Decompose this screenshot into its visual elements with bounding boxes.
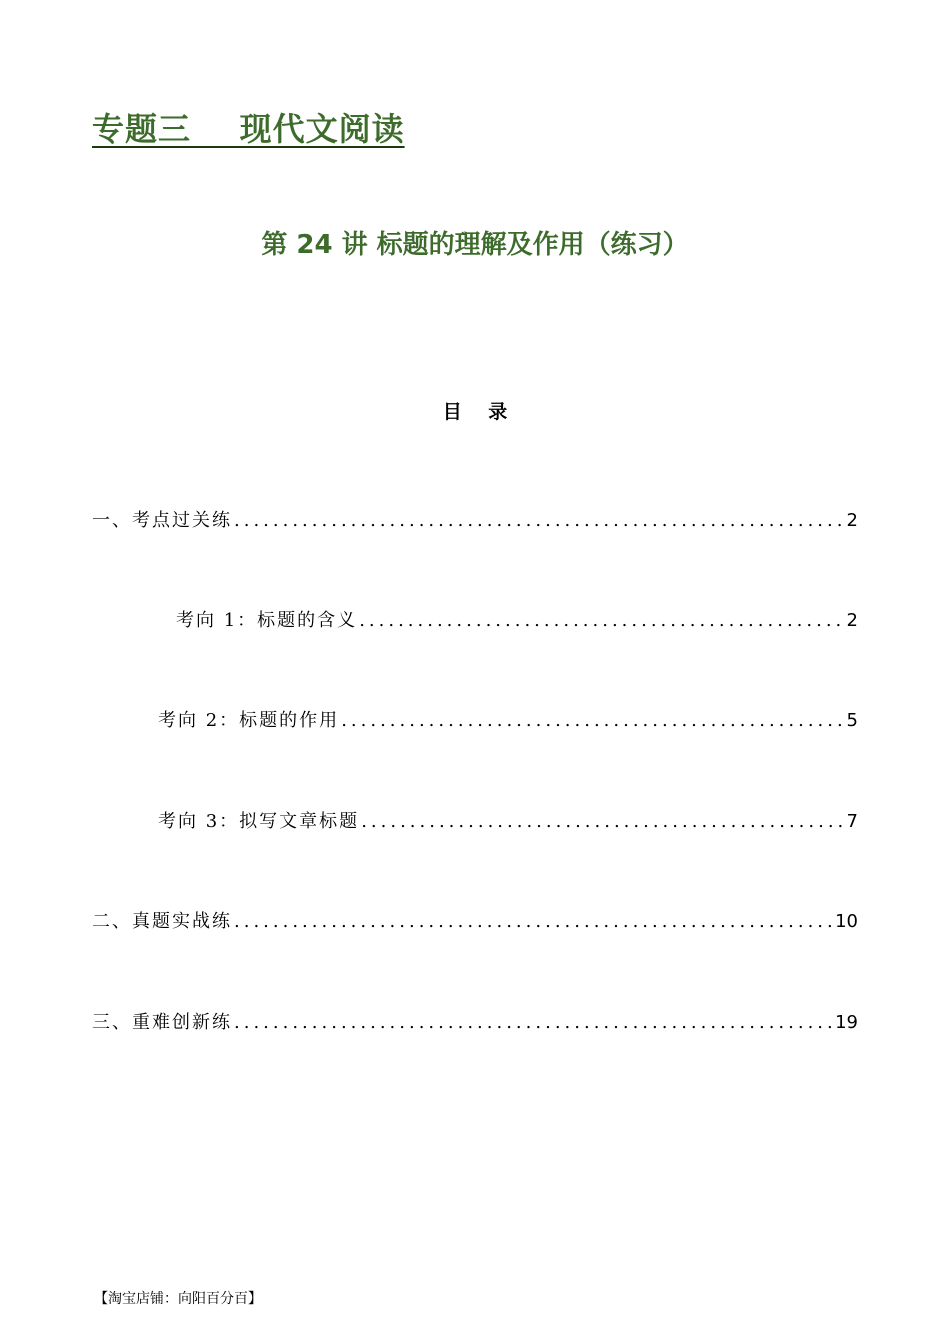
toc-page-number: 5 (846, 710, 858, 731)
toc-entry-label: 二、真题实战练 (92, 911, 232, 932)
toc-leader-dots (234, 1012, 833, 1033)
toc-entry-direction-1[interactable] (176, 606, 858, 632)
toc-page-number: 2 (846, 610, 858, 631)
toc-leader-dots (361, 811, 844, 832)
toc-page-number: 2 (846, 510, 858, 531)
toc-leader-dots (359, 610, 844, 631)
toc-entry-level1-innovation[interactable] (92, 1008, 858, 1034)
lecture-title: 第 24 讲 标题的理解及作用（练习） (261, 230, 689, 260)
toc-leader-dots (234, 510, 845, 531)
toc-entry-label: 一、考点过关练 (92, 510, 232, 531)
section-title: 专题三 现代文阅读 (92, 110, 405, 148)
toc-entry-direction-3[interactable] (158, 807, 858, 833)
toc-leader-dots (234, 911, 833, 932)
toc-page-number: 19 (835, 1012, 858, 1033)
toc-heading: 目 录 (442, 401, 508, 423)
toc-entry-label: 三、重难创新练 (92, 1012, 232, 1033)
toc-entry-direction-2[interactable] (158, 706, 858, 732)
toc-page-number: 10 (835, 911, 858, 932)
toc-leader-dots (341, 710, 844, 731)
toc-entry-label: 考向 2：标题的作用 (158, 710, 340, 731)
toc-entry-level1-real-exam[interactable] (92, 907, 858, 933)
footer-shop-note: 【淘宝店铺：向阳百分百】 (94, 1291, 262, 1307)
toc-entry-label: 考向 3：拟写文章标题 (158, 811, 360, 832)
toc-entry-label: 考向 1：标题的含义 (176, 610, 358, 631)
toc-entry-level1-practice[interactable] (92, 506, 858, 532)
toc-page-number: 7 (846, 811, 858, 832)
